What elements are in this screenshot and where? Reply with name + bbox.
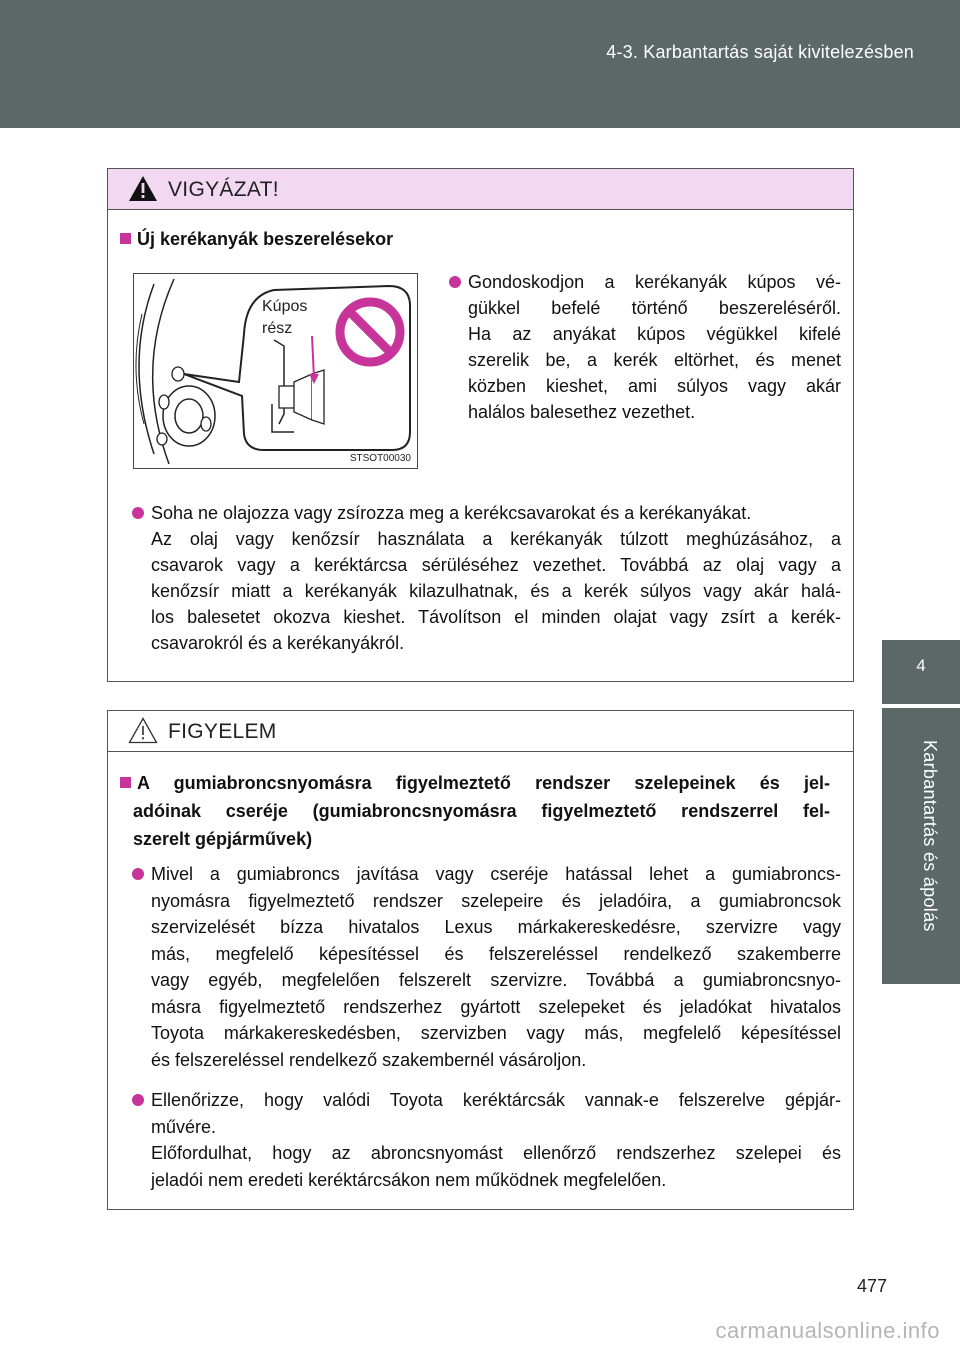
warning-box-header [108,169,853,210]
warning-box [107,168,854,682]
watermark: carmanualsonline.info [715,1318,940,1343]
notice-label: FIGYELEM [168,720,277,743]
warning-bullet-2: Soha ne olajozza vagy zsírozza meg a kerékcsavarokat és a kerékanyákat. Az olaj vagy kenőzsír használata a kerékanyák túlzott meghúzásához, a csavarok vagy a keréktárcsa sérüléséhez vezethet. Továbbá az olaj vagy a kenőzsír miatt a kerékanyák kilazulhatnak, és a kerék súlyos vagy akár halá- los balesetet okozva kieshet. Távolítson el minden olajat vagy zsírt a kerék- csavarokról és a kerékanyákról. [151,500,841,656]
chapter-tab-divider [882,704,960,708]
square-bullet-icon [120,777,131,788]
page-number: 477 [856,1276,887,1296]
notice-box [107,710,854,1210]
warning-heading: Új kerékanyák beszerelésekor [120,229,393,250]
notice-bullet-2: Ellenőrizze, hogy valódi Toyota keréktárcsák vannak-e felszerelve gépjár- művére. Előfordulhat, hogy az abroncsnyomást ellenőrző rendszerhez szelepei és jeladói nem eredeti keréktárcsákon nem működnek megfelelően. [151,1087,841,1193]
notice-triangle-icon [128,717,158,744]
figure-code: STSOT00030 [349,453,411,464]
round-bullet-icon [132,507,144,519]
warning-label: VIGYÁZAT! [168,178,279,201]
wheel-nut-figure [133,273,418,469]
figure-label: Kúpos rész [262,298,308,337]
round-bullet-icon [449,276,461,288]
round-bullet-icon [132,1094,144,1106]
notice-heading: A gumiabroncsnyomásra figyelmeztető rendszer szelepeinek és jel- adóinak cseréje (gumiabroncsnyomásra figyelmeztető rendszerrel fel- szerelt gépjárművek) [120,769,830,853]
warning-bullet-1: Gondoskodjon a kerékanyák kúpos vé- gükkel befelé történő beszereléséről. Ha az anyákat kúpos végükkel kifelé szerelik be, a kerék eltörhet, és menet közben kieshet, ami súlyos vagy akár halálos balesethez vezethet. [468,269,841,425]
chapter-number: 4 [916,656,926,675]
chapter-title: Karbantartás és ápolás [920,740,940,932]
round-bullet-icon [132,868,144,880]
notice-box-header [108,711,853,752]
chapter-tab [882,640,960,984]
section-title: 4-3. Karbantartás saját kivitelezésben [606,42,914,62]
notice-bullet-1: Mivel a gumiabroncs javítása vagy cseréje hatással lehet a gumiabroncs- nyomásra figyelmeztető rendszer szelepeire és jeladóira, a gumiabroncsok szervizelését bízza hivatalos Lexus márkakereskedésre, szervizre vagy más, megfelelő képesítéssel és felszereléssel rendelkező szakemberre vagy egyéb, megfelelően felszerelt szervizre. Továbbá a gumiabroncsnyo- másra figyelmeztető rendszerhez gyártott szelepeket és jeladókat hivatalos Toyota márkakereskedésben, szervizben vagy más, megfelelő képesítéssel és felszereléssel rendelkező szakembernél vásároljon. [151,861,841,1073]
square-bullet-icon [120,233,131,244]
warning-triangle-icon [128,175,158,202]
page-header [0,0,960,128]
